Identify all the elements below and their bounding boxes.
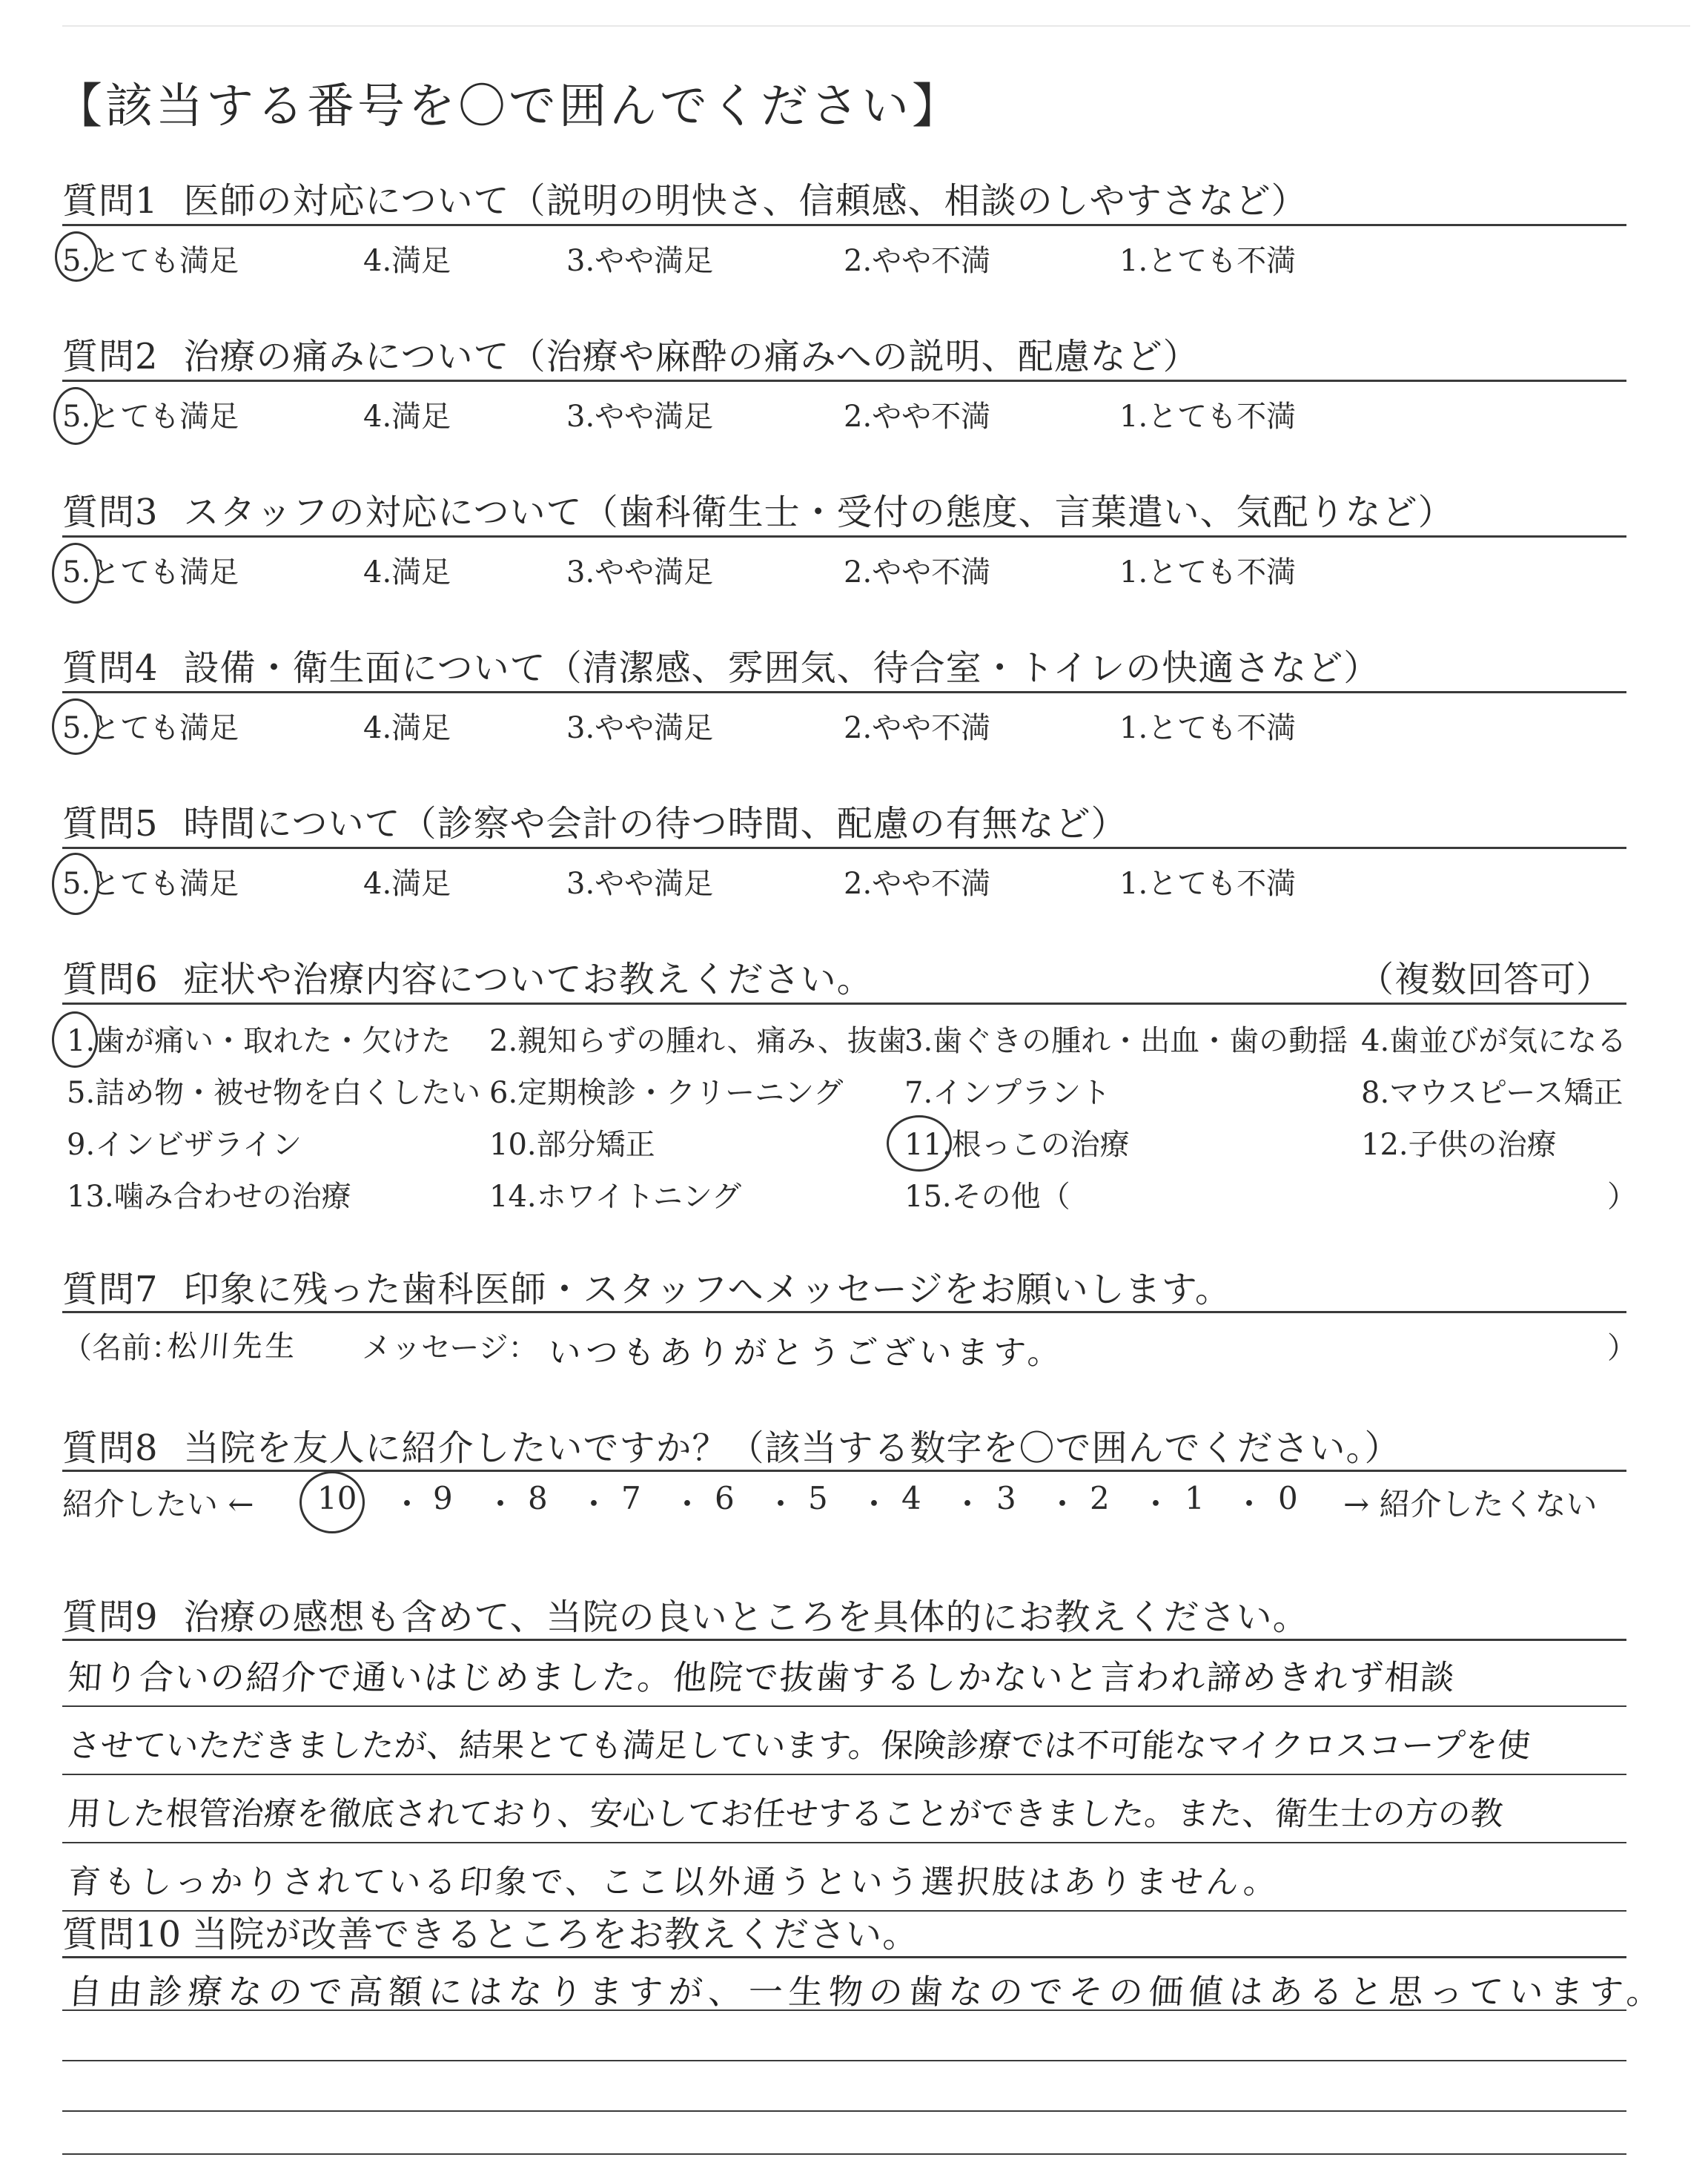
q8-option-4[interactable]: 4 bbox=[901, 1480, 921, 1516]
q8-option-0[interactable]: 0 bbox=[1278, 1480, 1298, 1516]
q8-option-10[interactable]: 10 bbox=[317, 1480, 357, 1516]
question-3-text: スタッフの対応について（歯科衛生士・受付の態度、言葉遣い、気配りなど） bbox=[183, 492, 1454, 533]
question-7 bbox=[62, 1261, 1231, 1312]
q9-answer-line bbox=[62, 1842, 1626, 1843]
question-8-number: 質問8 bbox=[62, 1427, 159, 1469]
top-divider bbox=[62, 25, 1690, 27]
question-1 bbox=[62, 172, 1308, 223]
q2-selected-circle bbox=[53, 387, 98, 445]
q6-option-11[interactable]: 11.根っこの治療 bbox=[904, 1128, 1130, 1162]
question-5-number: 質問5 bbox=[62, 803, 159, 845]
question-7-number: 質問7 bbox=[62, 1269, 159, 1310]
q9-answer-line bbox=[62, 1705, 1626, 1707]
question-9-text: 治療の感想も含めて、当院の良いところを具体的にお教えください。 bbox=[183, 1596, 1309, 1638]
q5-option-1[interactable]: 1.とても不満 bbox=[1119, 867, 1297, 901]
q6-option-7[interactable]: 7.インプラント bbox=[904, 1076, 1111, 1110]
q10-answer-line-1: 自由診療なので高額にはなりますが、一生物の歯なのでその価値はあると思っています。 bbox=[66, 1972, 1669, 2012]
q8-option-9[interactable]: 9 bbox=[433, 1480, 453, 1516]
question-2-text: 治療の痛みについて（治療や麻酔の痛みへの説明、配慮など） bbox=[183, 336, 1199, 377]
question-5-text: 時間について（診察や会計の待つ時間、配慮の有無など） bbox=[183, 803, 1128, 845]
question-5 bbox=[62, 795, 1128, 846]
q8-right-label: → 紹介したくない bbox=[1343, 1486, 1598, 1522]
question-9 bbox=[62, 1588, 1309, 1639]
question-1-rule bbox=[62, 224, 1626, 226]
question-10 bbox=[62, 1906, 918, 1957]
q6-option-15[interactable]: 15.その他（ bbox=[904, 1180, 1070, 1214]
q1-option-1[interactable]: 1.とても不満 bbox=[1119, 244, 1297, 278]
question-9-number: 質問9 bbox=[62, 1596, 159, 1638]
q10-answer-line bbox=[62, 2060, 1626, 2061]
q4-option-2[interactable]: 2.やや不満 bbox=[844, 711, 991, 745]
question-6 bbox=[62, 951, 873, 1002]
q7-close-paren: ） bbox=[1607, 1331, 1637, 1365]
question-8 bbox=[62, 1419, 1401, 1470]
q8-option-2[interactable]: 2 bbox=[1090, 1480, 1110, 1516]
q6-option-3[interactable]: 3.歯ぐきの腫れ・出血・歯の動揺 bbox=[904, 1024, 1348, 1058]
q8-option-7[interactable]: 7 bbox=[621, 1480, 641, 1516]
q8-dot: ・ bbox=[578, 1486, 610, 1522]
question-2 bbox=[62, 328, 1199, 379]
q8-option-5[interactable]: 5 bbox=[808, 1480, 828, 1516]
q5-option-4[interactable]: 4.満足 bbox=[363, 867, 451, 901]
question-10-number: 質問10 bbox=[62, 1914, 182, 1955]
question-6-number: 質問6 bbox=[62, 959, 159, 1000]
question-8-rule bbox=[62, 1470, 1626, 1472]
q7-message-label: メッセージ： bbox=[362, 1331, 538, 1365]
q6-option-2[interactable]: 2.親知らずの腫れ、痛み、抜歯 bbox=[489, 1024, 907, 1058]
q6-selected-circle-11 bbox=[887, 1115, 952, 1172]
question-4-number: 質問4 bbox=[62, 647, 159, 689]
q5-selected-circle bbox=[52, 853, 99, 915]
question-6-text: 症状や治療内容についてお教えください。 bbox=[183, 959, 873, 1000]
q5-option-5[interactable]: 5.とても満足 bbox=[62, 867, 239, 901]
q6-option-4[interactable]: 4.歯並びが気になる bbox=[1361, 1024, 1627, 1058]
q2-option-4[interactable]: 4.満足 bbox=[363, 400, 451, 434]
q1-option-2[interactable]: 2.やや不満 bbox=[844, 244, 991, 278]
q6-option-15-close: ） bbox=[1607, 1180, 1637, 1214]
q9-answer-line-2: させていただきましたが、結果とても満足しています。保険診療では不可能なマイクロスコープを使 bbox=[66, 1727, 1532, 1765]
page-title: 【該当する番号を〇で囲んでください】 bbox=[55, 79, 962, 134]
q8-dot: ・ bbox=[765, 1486, 797, 1522]
q6-option-8[interactable]: 8.マウスピース矯正 bbox=[1361, 1076, 1623, 1110]
q9-answer-line-3: 用した根管治療を徹底されており、安心してお任せすることができました。また、衛生士の方の教 bbox=[66, 1795, 1505, 1833]
q9-answer-line-1: 知り合いの紹介で通いはじめました。他院で抜歯するしかないと言われ諦めきれず相談 bbox=[66, 1657, 1457, 1697]
q9-answer-line bbox=[62, 1774, 1626, 1775]
question-2-number: 質問2 bbox=[62, 336, 159, 377]
q8-option-6[interactable]: 6 bbox=[715, 1480, 735, 1516]
q6-selected-circle-1 bbox=[52, 1011, 98, 1068]
q7-name-value[interactable]: 松川先生 bbox=[166, 1330, 299, 1364]
question-3 bbox=[62, 483, 1454, 535]
q8-dot: ・ bbox=[1047, 1486, 1079, 1522]
question-8-text: 当院を友人に紹介したいですか？（該当する数字を〇で囲んでください。） bbox=[183, 1427, 1401, 1469]
question-4-text: 設備・衛生面について（清潔感、雰囲気、待合室・トイレの快適さなど） bbox=[183, 647, 1380, 689]
question-7-rule bbox=[62, 1311, 1626, 1313]
q6-option-12[interactable]: 12.子供の治療 bbox=[1361, 1128, 1557, 1162]
q8-dot: ・ bbox=[858, 1486, 890, 1522]
q2-option-3[interactable]: 3.やや満足 bbox=[566, 400, 714, 434]
q7-message-value[interactable]: いつもありがとうございます。 bbox=[546, 1334, 1066, 1372]
q9-answer-line-4: 育もしっかりされている印象で、ここ以外通うという選択肢はありません。 bbox=[66, 1863, 1281, 1901]
q6-option-10[interactable]: 10.部分矯正 bbox=[489, 1128, 655, 1162]
q2-option-2[interactable]: 2.やや不満 bbox=[844, 400, 991, 434]
question-10-text: 当院が改善できるところをお教えください。 bbox=[192, 1914, 919, 1955]
q3-selected-circle bbox=[52, 543, 99, 604]
q1-option-4[interactable]: 4.満足 bbox=[363, 244, 451, 278]
q8-option-3[interactable]: 3 bbox=[996, 1480, 1016, 1516]
question-4-rule bbox=[62, 691, 1626, 693]
q6-option-13[interactable]: 13.噛み合わせの治療 bbox=[67, 1180, 351, 1214]
q4-option-4[interactable]: 4.満足 bbox=[363, 711, 451, 745]
question-6-rule bbox=[62, 1003, 1626, 1005]
q8-option-8[interactable]: 8 bbox=[528, 1480, 548, 1516]
question-4 bbox=[62, 639, 1380, 690]
q8-dot: ・ bbox=[1140, 1486, 1172, 1522]
q2-option-1[interactable]: 1.とても不満 bbox=[1119, 400, 1297, 434]
q8-dot: ・ bbox=[672, 1486, 704, 1522]
q7-name-label: （名前： bbox=[62, 1331, 181, 1365]
question-7-text: 印象に残った歯科医師・スタッフへメッセージをお願いします。 bbox=[183, 1269, 1231, 1310]
q6-option-5[interactable]: 5.詰め物・被せ物を白くしたい bbox=[67, 1076, 481, 1110]
q4-option-3[interactable]: 3.やや満足 bbox=[566, 711, 714, 745]
q3-option-2[interactable]: 2.やや不満 bbox=[844, 555, 991, 589]
q8-selected-circle bbox=[299, 1471, 365, 1533]
question-3-number: 質問3 bbox=[62, 492, 159, 533]
q8-dot: ・ bbox=[1234, 1486, 1265, 1522]
q3-option-5[interactable]: 5.とても満足 bbox=[62, 555, 239, 589]
question-10-rule bbox=[62, 1956, 1626, 1958]
q6-option-9[interactable]: 9.インビザライン bbox=[67, 1128, 302, 1162]
q5-option-3[interactable]: 3.やや満足 bbox=[566, 867, 714, 901]
question-1-text: 医師の対応について（説明の明快さ、信頼感、相談のしやすさなど） bbox=[183, 180, 1308, 222]
question-9-rule bbox=[62, 1639, 1626, 1641]
q4-option-1[interactable]: 1.とても不満 bbox=[1119, 711, 1297, 745]
question-2-rule bbox=[62, 380, 1626, 382]
q8-dot: ・ bbox=[952, 1486, 984, 1522]
q4-selected-circle bbox=[52, 698, 99, 755]
question-5-rule bbox=[62, 847, 1626, 849]
question-6-note: （複数回答可） bbox=[1358, 959, 1613, 1000]
q1-option-5[interactable]: 5.とても満足 bbox=[62, 244, 239, 278]
q3-option-4[interactable]: 4.満足 bbox=[363, 555, 451, 589]
q8-dot: ・ bbox=[485, 1486, 517, 1522]
q1-option-3[interactable]: 3.やや満足 bbox=[566, 244, 714, 278]
q6-option-6[interactable]: 6.定期検診・クリーニング bbox=[489, 1076, 844, 1110]
question-1-number: 質問1 bbox=[62, 180, 159, 222]
q2-option-5[interactable]: 5.とても満足 bbox=[62, 400, 239, 434]
q10-answer-line bbox=[62, 2153, 1626, 2155]
q1-selected-circle bbox=[55, 231, 98, 282]
q6-option-14[interactable]: 14.ホワイトニング bbox=[489, 1180, 742, 1214]
q6-option-1[interactable]: 1.歯が痛い・取れた・欠けた bbox=[67, 1024, 451, 1058]
q8-option-1[interactable]: 1 bbox=[1185, 1480, 1205, 1516]
q10-answer-line bbox=[62, 2110, 1626, 2112]
q8-dot: ・ bbox=[391, 1486, 423, 1522]
q3-option-1[interactable]: 1.とても不満 bbox=[1119, 555, 1297, 589]
q8-left-label: 紹介したい ← bbox=[62, 1486, 254, 1522]
question-3-rule bbox=[62, 535, 1626, 538]
q3-option-3[interactable]: 3.やや満足 bbox=[566, 555, 714, 589]
q5-option-2[interactable]: 2.やや不満 bbox=[844, 867, 991, 901]
q4-option-5[interactable]: 5.とても満足 bbox=[62, 711, 239, 745]
